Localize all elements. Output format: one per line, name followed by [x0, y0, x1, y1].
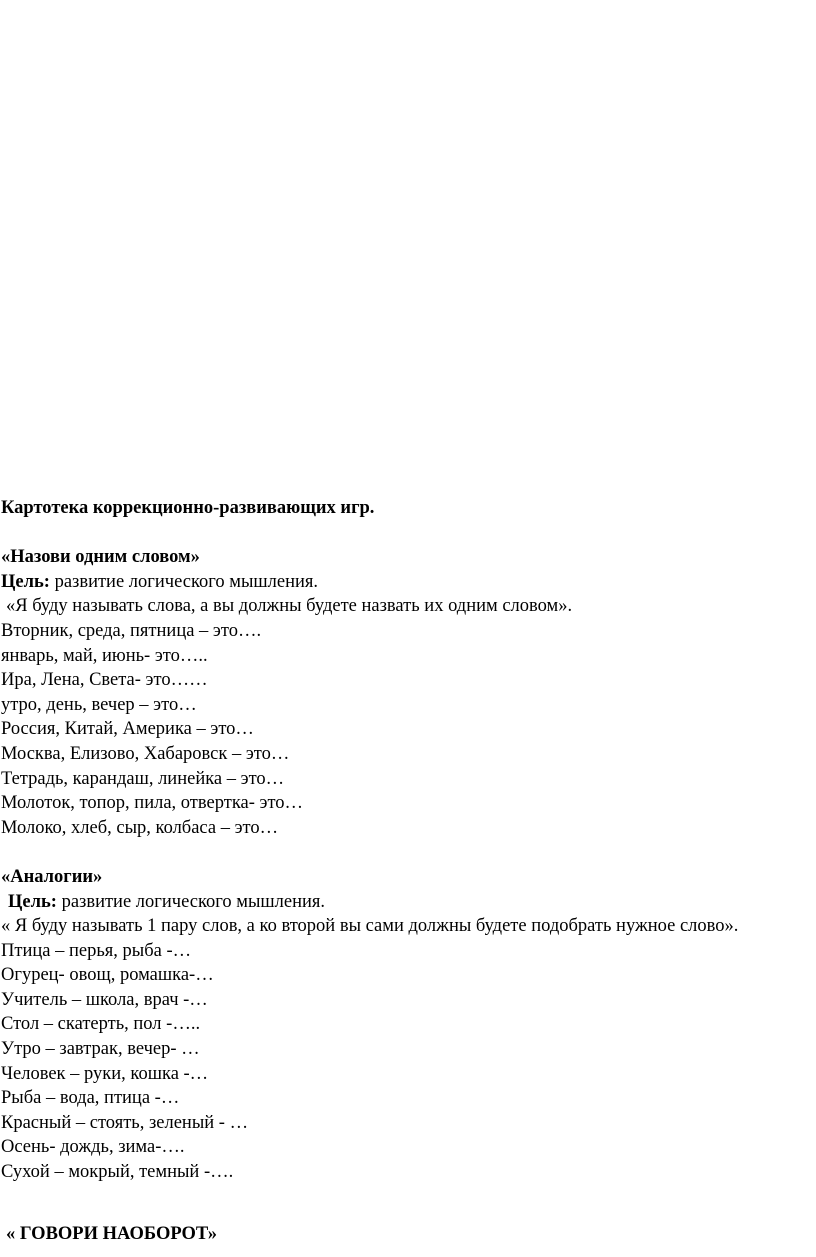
game-item: Москва, Елизово, Хабаровск – это…	[1, 743, 290, 764]
game-item: Молоко, хлеб, сыр, колбаса – это…	[1, 817, 279, 838]
document-title: Картотека коррекционно-развивающих игр.	[1, 498, 375, 518]
game-instruction: « Я буду называть 1 пару слов, а ко второй вы сами должны будете подобрать нужное слово».	[1, 916, 739, 937]
game-item: Человек – руки, кошка -…	[1, 1063, 209, 1084]
next-game-title: « ГОВОРИ НАОБОРОТ»	[6, 1224, 218, 1244]
game-item: Стол – скатерть, пол -…..	[1, 1014, 201, 1035]
goal-label: Цель:	[1, 571, 50, 592]
game-item: Ира, Лена, Света- это……	[1, 670, 208, 691]
game-goal	[0, 890, 816, 915]
document-page	[0, 496, 816, 1185]
game-item: январь, май, июнь- это…..	[1, 645, 208, 666]
goal-label: Цель:	[8, 891, 57, 912]
game-section-analogies	[0, 865, 816, 1185]
game-item: Учитель – школа, врач -…	[1, 989, 208, 1010]
game-item: утро, день, вечер – это…	[1, 694, 197, 715]
spacer	[0, 840, 816, 865]
game-item: Сухой – мокрый, темный -….	[1, 1162, 234, 1183]
goal-text: развитие логического мышления.	[49, 571, 319, 592]
game-item: Рыба – вода, птица -…	[1, 1088, 180, 1109]
game-item: Красный – стоять, зеленый - …	[1, 1112, 249, 1133]
game-item: Утро – завтрак, вечер- …	[1, 1039, 200, 1060]
game-section-name-in-one-word	[0, 545, 816, 840]
game-instruction: «Я буду называть слова, а вы должны будете назвать их одним словом».	[6, 596, 573, 617]
game-title: «Назови одним словом»	[1, 547, 200, 568]
game-item: Осень- дождь, зима-….	[1, 1137, 185, 1158]
game-item: Огурец- овощ, ромашка-…	[1, 965, 214, 986]
spacer	[0, 521, 816, 546]
game-item: Тетрадь, карандаш, линейка – это…	[1, 768, 285, 789]
goal-text: развитие логического мышления.	[56, 891, 326, 912]
game-item: Россия, Китай, Америка – это…	[1, 719, 254, 740]
game-item: Молоток, топор, пила, отвертка- это…	[1, 793, 304, 814]
game-item: Птица – перья, рыба -…	[1, 940, 192, 961]
game-title: «Аналогии»	[1, 866, 103, 887]
game-goal	[0, 570, 816, 595]
game-item: Вторник, среда, пятница – это….	[1, 620, 262, 641]
